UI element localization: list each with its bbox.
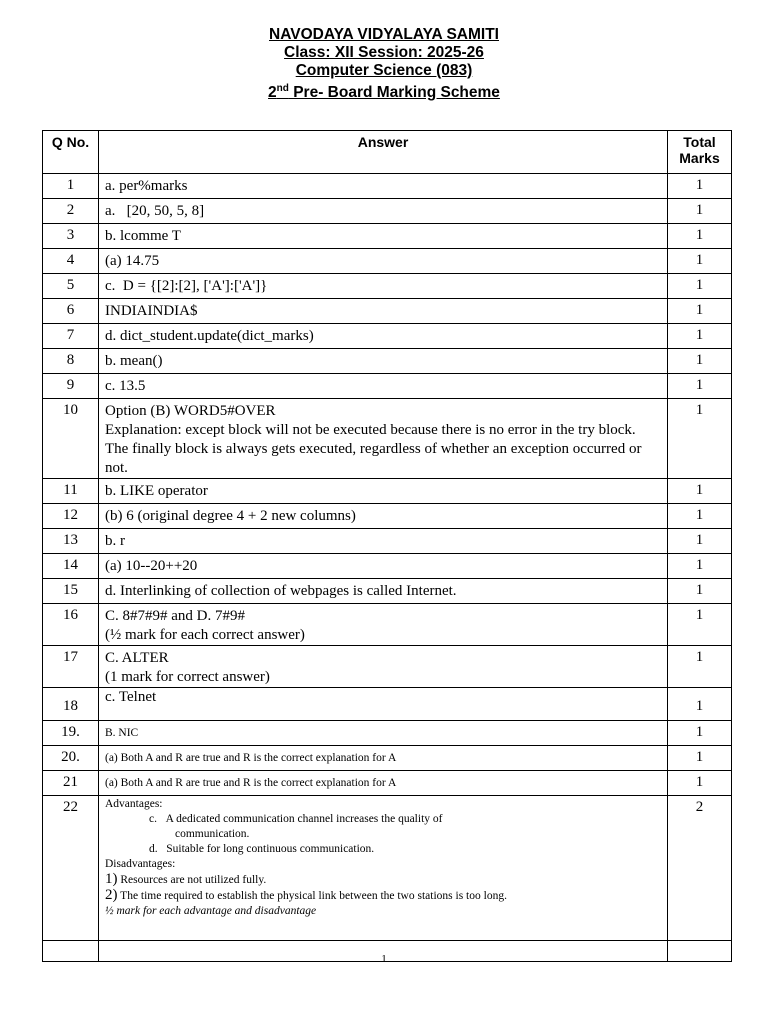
table-row: 9 c. 13.5 1	[43, 374, 732, 399]
page-number: 1	[381, 953, 387, 965]
table-row: 8 b. mean() 1	[43, 349, 732, 374]
answer-header: Answer	[99, 131, 668, 174]
table-row: 10 Option (B) WORD5#OVER Explanation: except block will not be executed because there is no error in the try block. The finally block is always gets executed, regardless of whether an exception occurred or not. 1	[43, 399, 732, 479]
table-row: 3 b. lcomme T 1	[43, 224, 732, 249]
table-row: 1 a. per%marks 1	[43, 174, 732, 199]
document-header	[0, 26, 768, 102]
org-name: NAVODAYA VIDYALAYA SAMITI	[269, 26, 499, 43]
table-row: 12 (b) 6 (original degree 4 + 2 new columns) 1	[43, 504, 732, 529]
table-row: 19. B. NIC 1	[43, 721, 732, 746]
table-row: 14 (a) 10--20++20 1	[43, 554, 732, 579]
scheme-title: 2nd Pre- Board Marking Scheme	[268, 83, 500, 102]
table-row: 13 b. r 1	[43, 529, 732, 554]
table-row: 5 c. D = {[2]:[2], ['A']:['A']} 1	[43, 274, 732, 299]
table-header-row	[43, 131, 732, 174]
marking-note: ½ mark for each advantage and disadvantage	[105, 905, 317, 917]
class-session: Class: XII Session: 2025-26	[284, 44, 484, 61]
marking-scheme-table	[42, 130, 732, 962]
table-row: 22 Advantages: c. A dedicated communication channel increases the quality of communication. d. Suitable for long continuous communication. Disadvantages: 1) Resources are not utilized fully. 2) The time required to establish the physical link between the two stations is too long. ½ mark for each advantage and disadvantage 2	[43, 796, 732, 941]
table-row: 4 (a) 14.75 1	[43, 249, 732, 274]
subject-title: Computer Science (083)	[295, 62, 473, 79]
qno-header: Q No.	[43, 131, 99, 174]
table-row: 20. (a) Both A and R are true and R is the correct explanation for A 1	[43, 746, 732, 771]
table-row: 15 d. Interlinking of collection of webpages is called Internet. 1	[43, 579, 732, 604]
table-row: 2 a. [20, 50, 5, 8] 1	[43, 199, 732, 224]
table-row: 21 (a) Both A and R are true and R is the correct explanation for A 1	[43, 771, 732, 796]
table-row: 18 c. Telnet 1	[43, 688, 732, 721]
table-row: 11 b. LIKE operator 1	[43, 479, 732, 504]
table-row: 17 C. ALTER (1 mark for correct answer) 1	[43, 646, 732, 688]
table-row: 7 d. dict_student.update(dict_marks) 1	[43, 324, 732, 349]
disadvantages-heading: Disadvantages:	[105, 858, 176, 870]
table-row: 6 INDIAINDIA$ 1	[43, 299, 732, 324]
advantages-heading: Advantages:	[105, 798, 163, 810]
marks-header: Total Marks	[668, 131, 732, 174]
table-row: 16 C. 8#7#9# and D. 7#9# (½ mark for each correct answer) 1	[43, 604, 732, 646]
